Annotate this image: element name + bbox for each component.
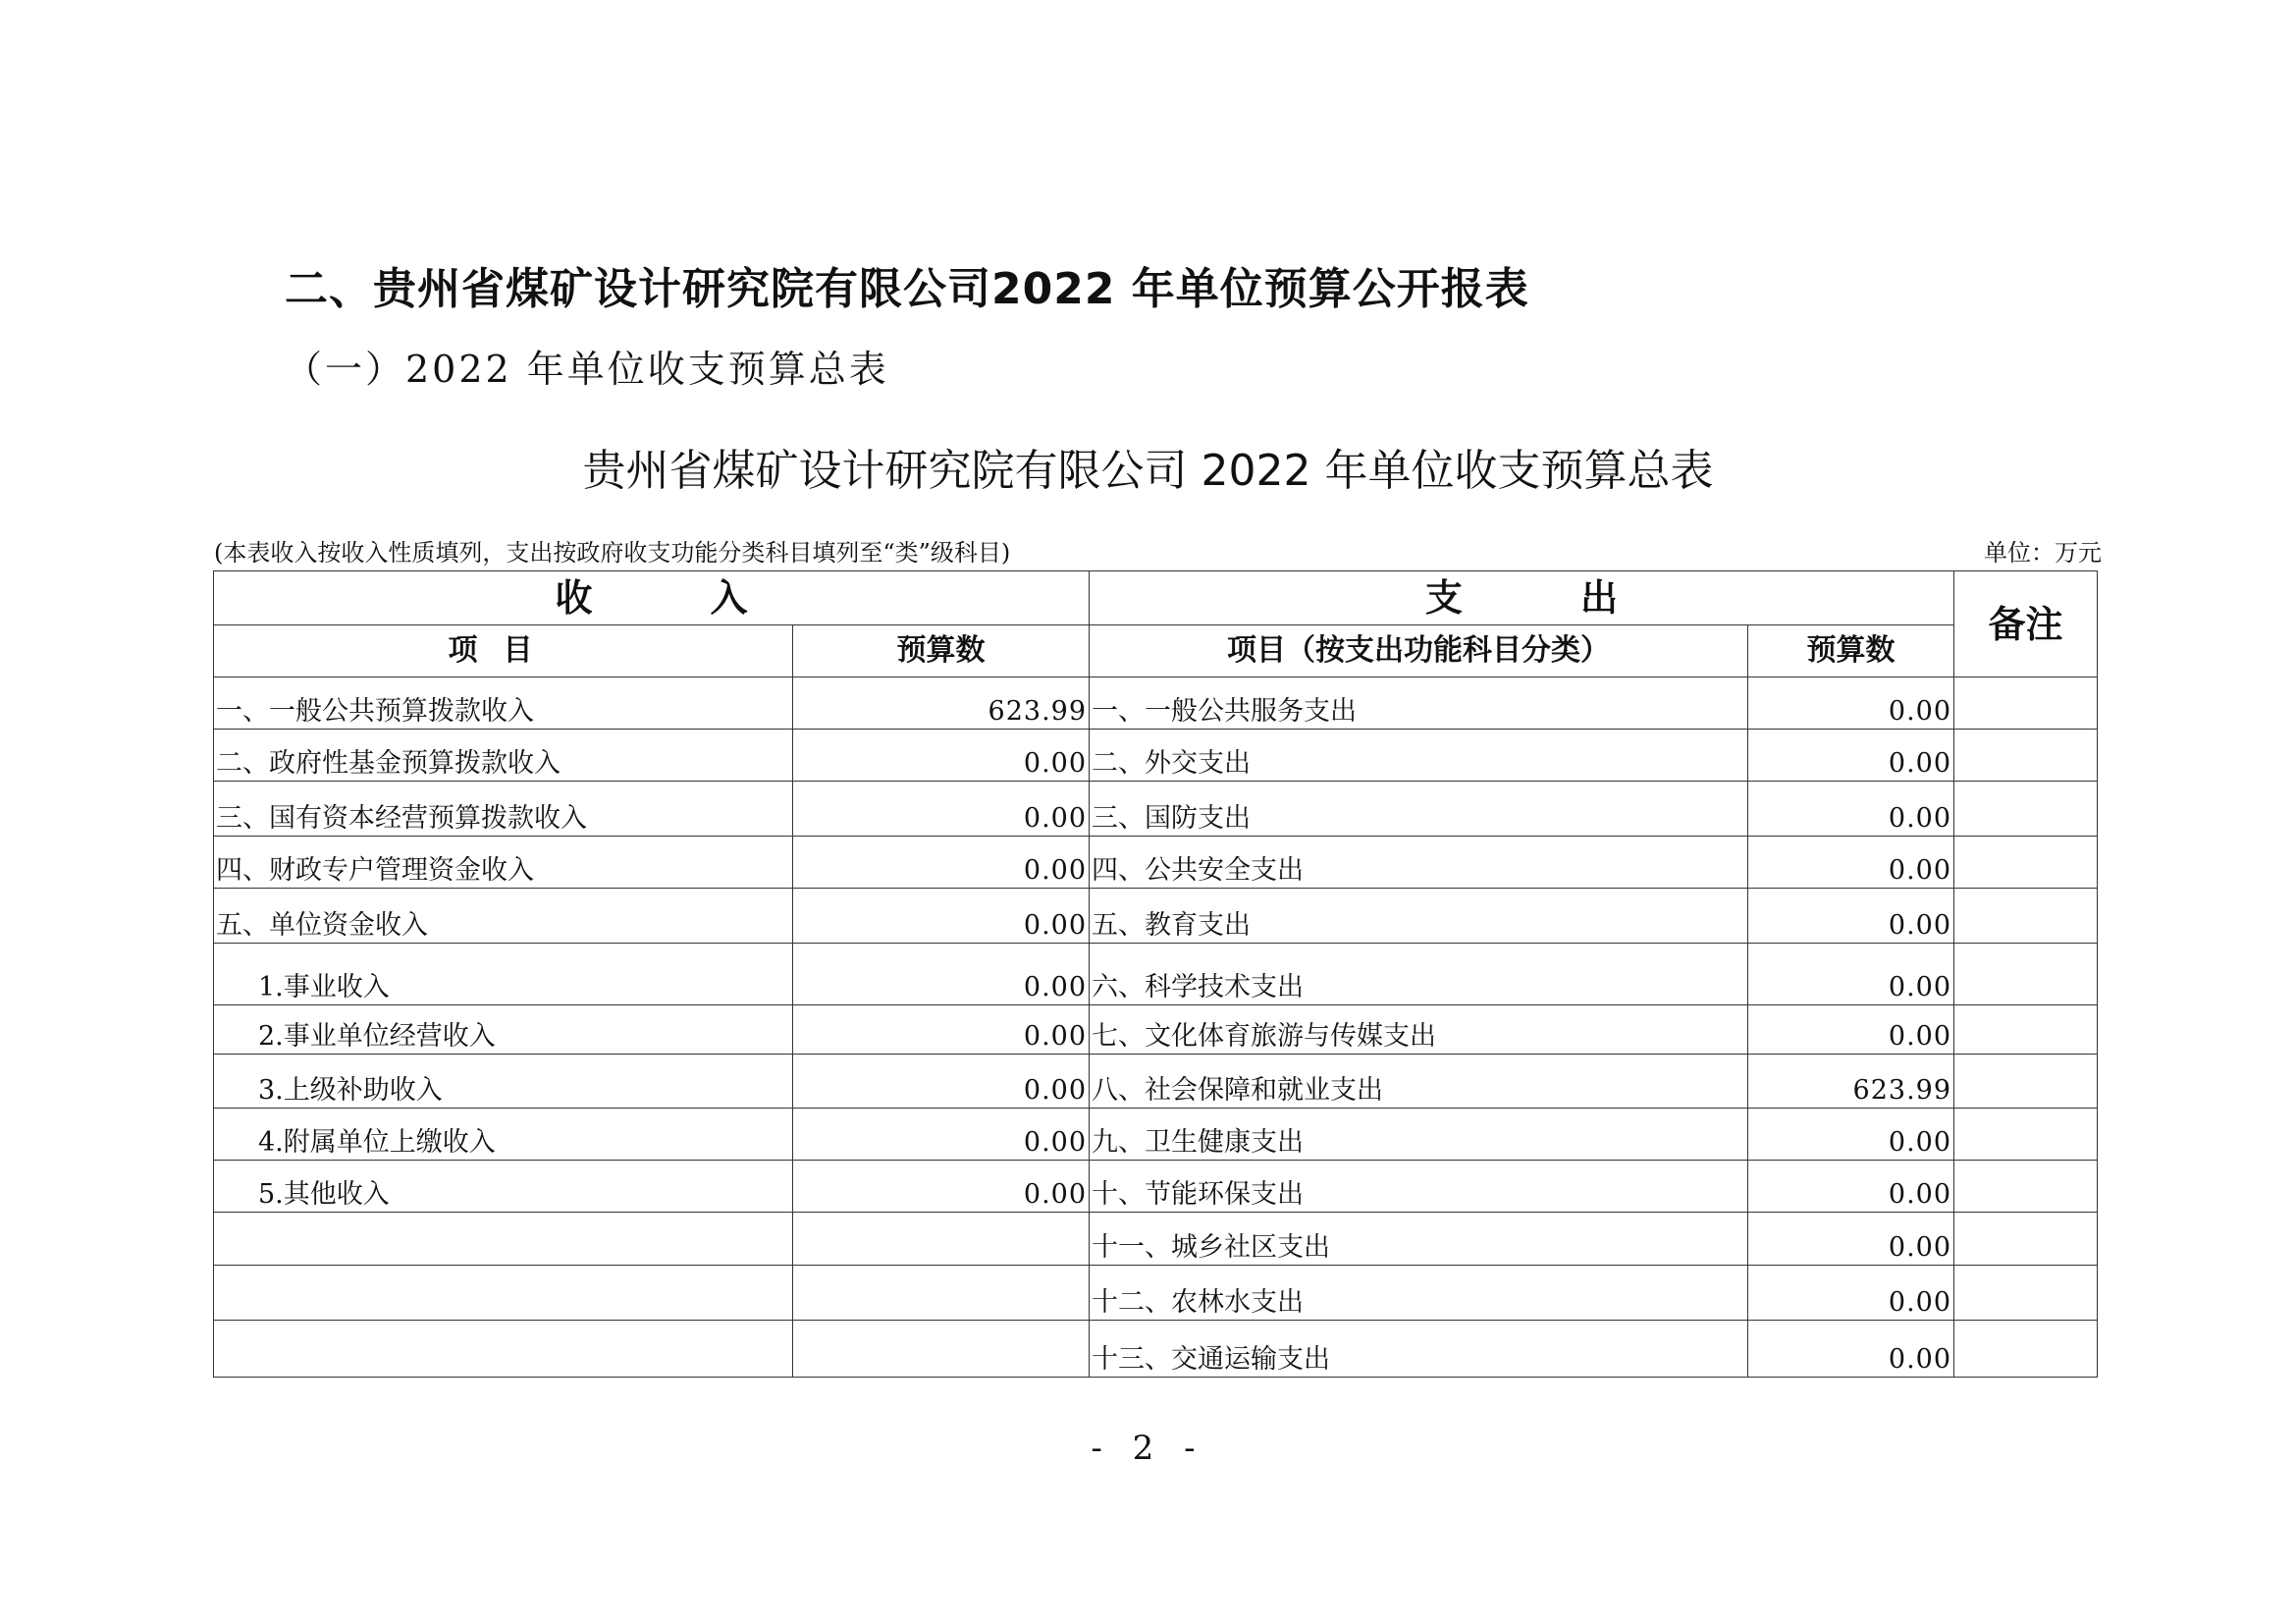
- table-row: [214, 1055, 2098, 1109]
- income-value-cell: 0.00: [793, 1161, 1090, 1213]
- income-header: 收入: [214, 571, 1090, 625]
- income-item-cell: 4.附属单位上缴收入: [214, 1109, 793, 1161]
- income-budget-header: 预算数: [793, 625, 1090, 677]
- income-item-cell: 五、单位资金收入: [214, 889, 793, 944]
- table-row: [214, 1109, 2098, 1161]
- income-value-cell: 623.99: [793, 677, 1090, 730]
- expense-item-cell: 二、外交支出: [1090, 730, 1748, 782]
- subsection-heading: （一）2022 年单位收支预算总表: [285, 348, 889, 391]
- table-row: [214, 1321, 2098, 1378]
- income-value-cell: [793, 1321, 1090, 1378]
- remark-header: 备注: [1954, 571, 2098, 677]
- income-value-cell: 0.00: [793, 1109, 1090, 1161]
- expense-item-cell: 四、公共安全支出: [1090, 837, 1748, 889]
- remark-cell: [1954, 944, 2098, 1005]
- expense-item-cell: 十三、交通运输支出: [1090, 1321, 1748, 1378]
- income-value-cell: 0.00: [793, 837, 1090, 889]
- section-heading: 二、贵州省煤矿设计研究院有限公司2022 年单位预算公开报表: [285, 264, 1529, 314]
- expense-budget-header: 预算数: [1748, 625, 1954, 677]
- expense-item-cell: 六、科学技术支出: [1090, 944, 1748, 1005]
- expense-item-cell: 十、节能环保支出: [1090, 1161, 1748, 1213]
- income-item-cell: [214, 1321, 793, 1378]
- income-value-cell: 0.00: [793, 889, 1090, 944]
- income-value-cell: 0.00: [793, 944, 1090, 1005]
- income-item-cell: 三、国有资本经营预算拨款收入: [214, 782, 793, 837]
- remark-cell: [1954, 1005, 2098, 1055]
- table-note: (本表收入按收入性质填列，支出按政府收支功能分类科目填列至“类”级科目): [214, 539, 1011, 567]
- table-title: 贵州省煤矿设计研究院有限公司 2022 年单位收支预算总表: [582, 446, 1714, 496]
- budget-table: [213, 570, 2098, 1378]
- expense-value-cell: 0.00: [1748, 1321, 1954, 1378]
- income-item-cell: 二、政府性基金预算拨款收入: [214, 730, 793, 782]
- income-value-cell: [793, 1213, 1090, 1266]
- income-item-cell: 2.事业单位经营收入: [214, 1005, 793, 1055]
- table-row: [214, 1005, 2098, 1055]
- expense-item-cell: 五、教育支出: [1090, 889, 1748, 944]
- expense-value-cell: 623.99: [1748, 1055, 1954, 1109]
- expense-value-cell: 0.00: [1748, 1161, 1954, 1213]
- expense-value-cell: 0.00: [1748, 1109, 1954, 1161]
- page-number: - 2 -: [1091, 1429, 1205, 1468]
- income-value-cell: 0.00: [793, 1005, 1090, 1055]
- table-row: [214, 782, 2098, 837]
- remark-cell: [1954, 1266, 2098, 1321]
- income-item-cell: 四、财政专户管理资金收入: [214, 837, 793, 889]
- expense-value-cell: 0.00: [1748, 837, 1954, 889]
- remark-cell: [1954, 889, 2098, 944]
- expense-value-cell: 0.00: [1748, 1005, 1954, 1055]
- remark-cell: [1954, 782, 2098, 837]
- expense-item-cell: 十一、城乡社区支出: [1090, 1213, 1748, 1266]
- remark-cell: [1954, 1109, 2098, 1161]
- expense-value-cell: 0.00: [1748, 677, 1954, 730]
- income-value-cell: 0.00: [793, 730, 1090, 782]
- income-item-cell: 5.其他收入: [214, 1161, 793, 1213]
- remark-cell: [1954, 837, 2098, 889]
- remark-cell: [1954, 1161, 2098, 1213]
- remark-cell: [1954, 1321, 2098, 1378]
- income-item-cell: 一、一般公共预算拨款收入: [214, 677, 793, 730]
- expense-value-cell: 0.00: [1748, 782, 1954, 837]
- remark-cell: [1954, 1055, 2098, 1109]
- expense-header: 支出: [1090, 571, 1954, 625]
- expense-item-cell: 一、一般公共服务支出: [1090, 677, 1748, 730]
- income-item-header: 项目: [214, 625, 793, 677]
- expense-item-cell: 七、文化体育旅游与传媒支出: [1090, 1005, 1748, 1055]
- unit-label: 单位：万元: [1984, 539, 2102, 567]
- header-row-top: [214, 571, 2098, 625]
- table-row: [214, 837, 2098, 889]
- expense-item-header: 项目（按支出功能科目分类）: [1090, 625, 1748, 677]
- table-row: [214, 944, 2098, 1005]
- remark-cell: [1954, 677, 2098, 730]
- expense-item-cell: 十二、农林水支出: [1090, 1266, 1748, 1321]
- expense-value-cell: 0.00: [1748, 944, 1954, 1005]
- income-item-cell: 1.事业收入: [214, 944, 793, 1005]
- expense-value-cell: 0.00: [1748, 889, 1954, 944]
- remark-cell: [1954, 730, 2098, 782]
- expense-item-cell: 八、社会保障和就业支出: [1090, 1055, 1748, 1109]
- income-item-cell: [214, 1213, 793, 1266]
- remark-cell: [1954, 1213, 2098, 1266]
- table-row: [214, 889, 2098, 944]
- table-row: [214, 677, 2098, 730]
- expense-item-cell: 三、国防支出: [1090, 782, 1748, 837]
- table-row: [214, 1161, 2098, 1213]
- header-row-sub: [214, 625, 2098, 677]
- table-row: [214, 730, 2098, 782]
- expense-value-cell: 0.00: [1748, 1213, 1954, 1266]
- expense-value-cell: 0.00: [1748, 1266, 1954, 1321]
- income-value-cell: [793, 1266, 1090, 1321]
- income-item-cell: 3.上级补助收入: [214, 1055, 793, 1109]
- table-row: [214, 1266, 2098, 1321]
- income-value-cell: 0.00: [793, 1055, 1090, 1109]
- expense-value-cell: 0.00: [1748, 730, 1954, 782]
- income-value-cell: 0.00: [793, 782, 1090, 837]
- expense-item-cell: 九、卫生健康支出: [1090, 1109, 1748, 1161]
- income-item-cell: [214, 1266, 793, 1321]
- table-row: [214, 1213, 2098, 1266]
